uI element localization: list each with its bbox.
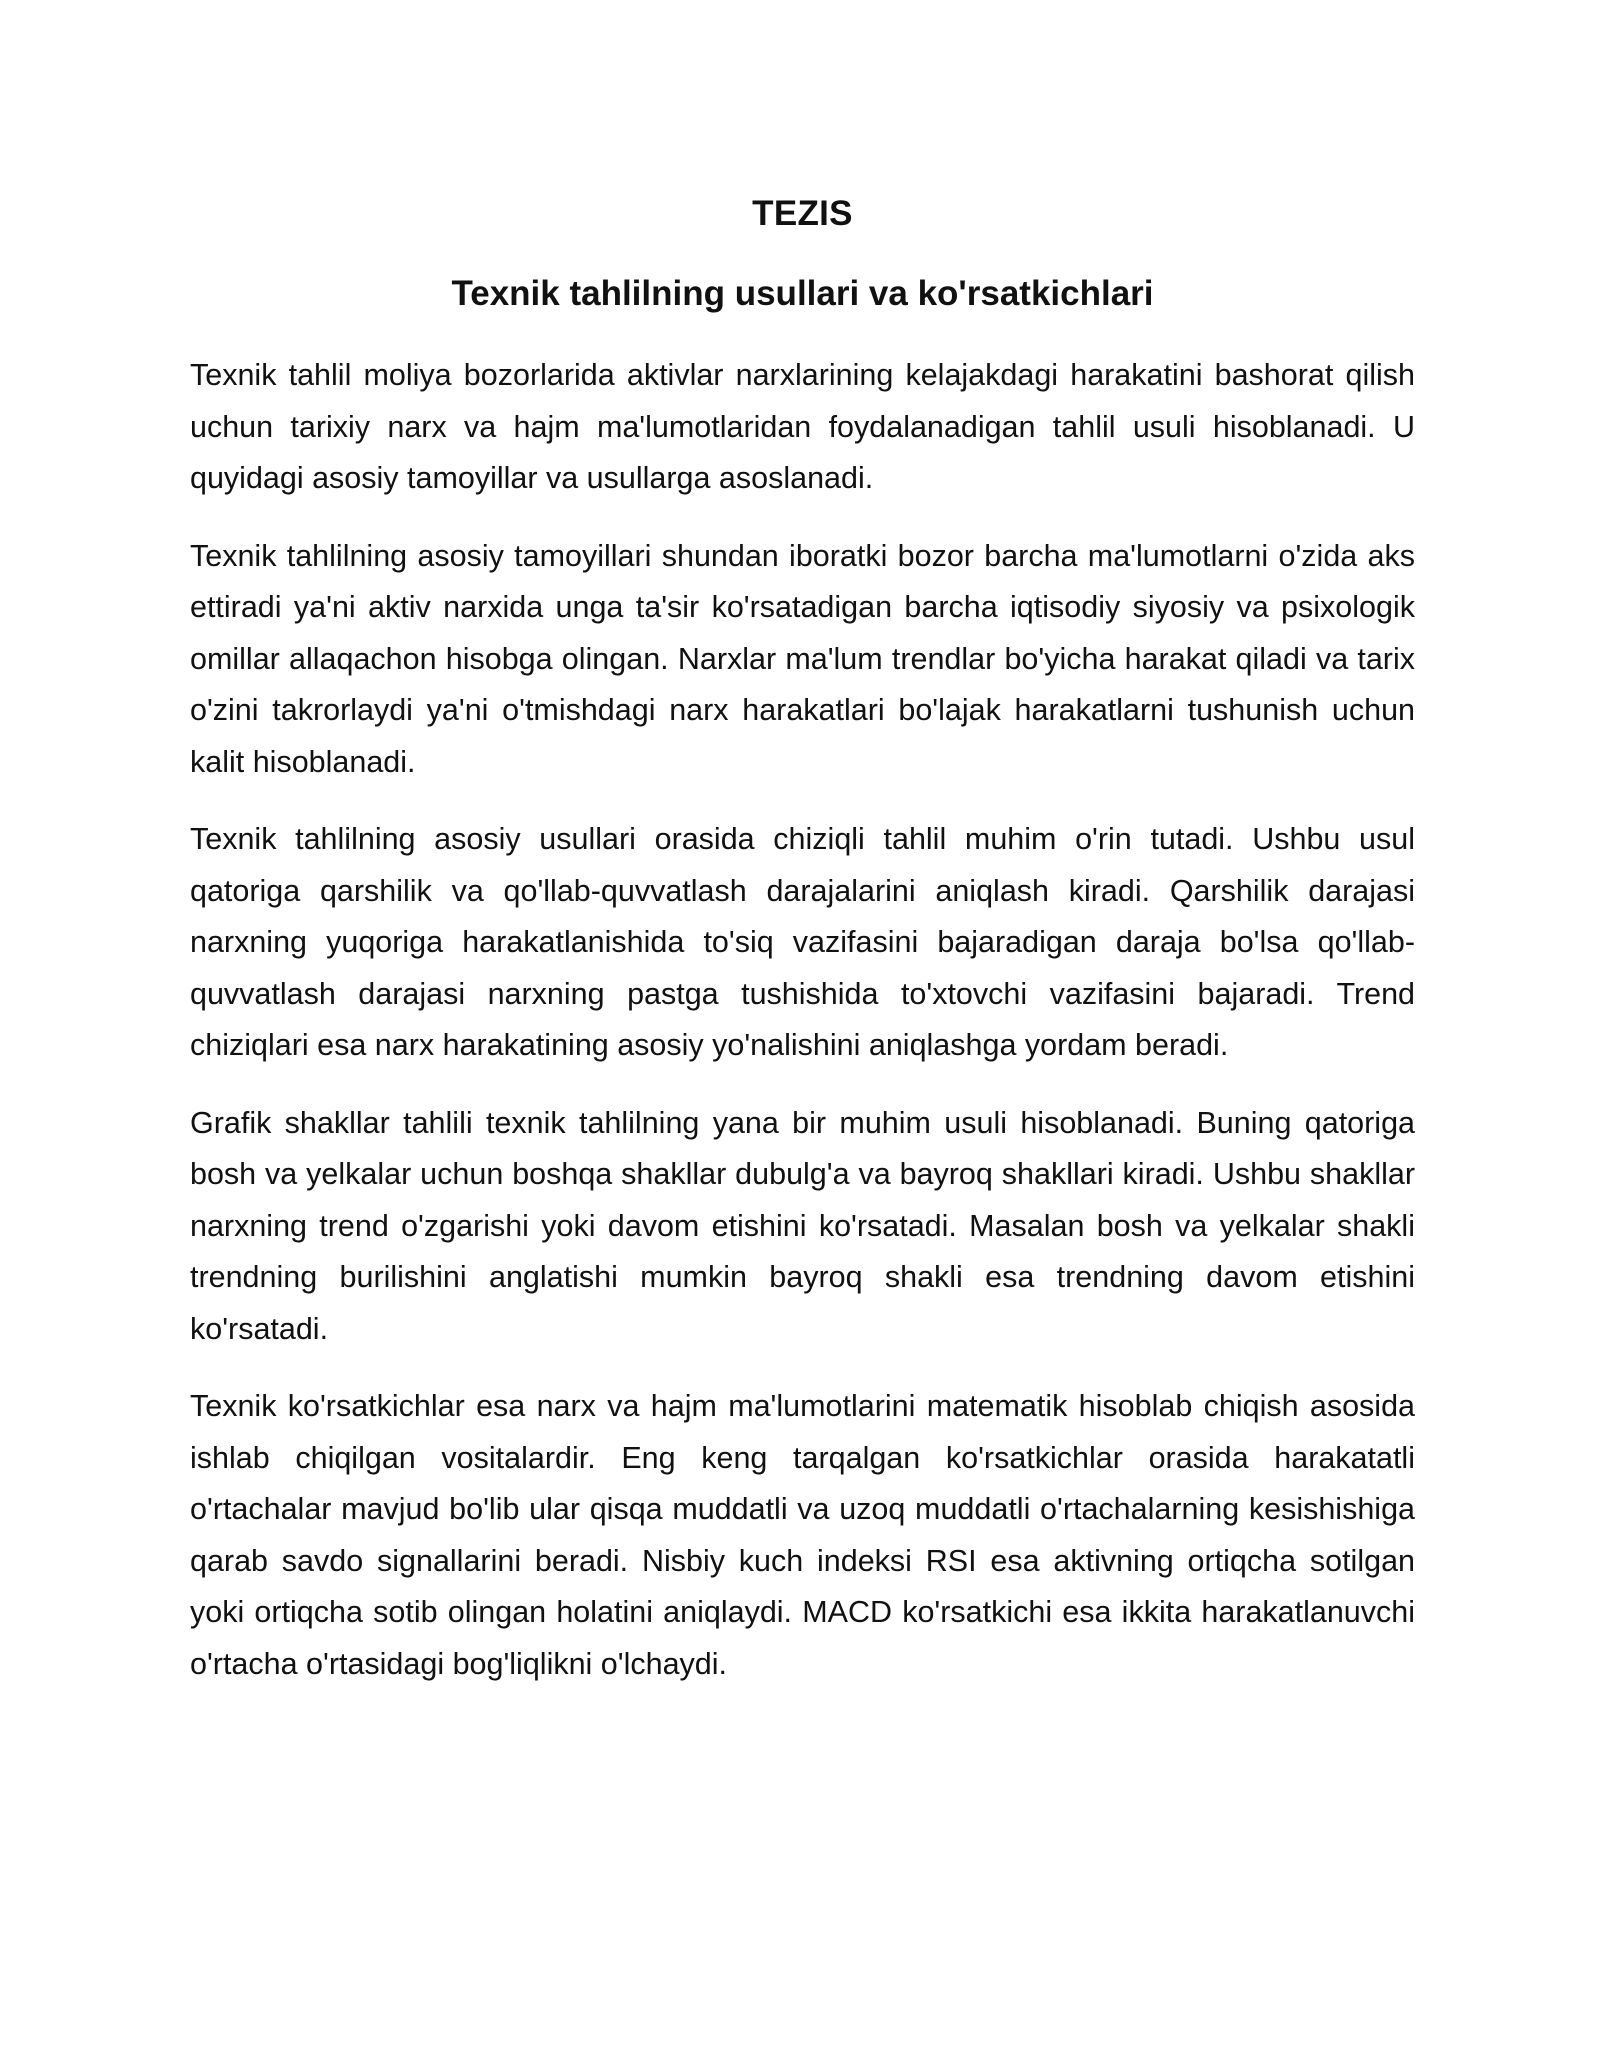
paragraph-intro: Texnik tahlil moliya bozorlarida aktivlar narxlarining kelajakdagi harakatini bashorat qilish uchun tarixiy narx va hajm ma'lumotlaridan foydalanadigan tahlil usuli hisoblanadi. U quyidagi asosiy tamoyillar va usullarga asoslanadi. bbox=[190, 358, 1415, 495]
paragraph-line-analysis: Texnik tahlilning asosiy usullari orasida chiziqli tahlil muhim o'rin tutadi. Ushbu usul qatoriga qarshilik va qo'llab-quvvatlash darajalarini aniqlash kiradi. Qarshilik darajasi narxning yuqoriga harakatlanishida to'siq vazifasini bajaradigan daraja bo'lsa qo'llab-quvvatlash darajasi narxning pastga tushishida to'xtovchi vazifasini bajaradi. Trend chiziqlari esa narx harakatining asosiy yo'nalishini aniqlashga yordam beradi. bbox=[190, 822, 1415, 1062]
document-title: Texnik tahlilning usullari va ko'rsatkichlari bbox=[451, 274, 1154, 313]
paragraph-indicators: Texnik ko'rsatkichlar esa narx va hajm ma'lumotlarini matematik hisoblab chiqish asosida ishlab chiqilgan vositalardir. Eng keng tarqalgan ko'rsatkichlar orasida harakatatli o'rtachalar mavjud bo'lib ular qisqa muddatli va uzoq muddatli o'rtachalarning kesishishiga qarab savdo signallarini beradi. Nisbiy kuch indeksi RSI esa aktivning ortiqcha sotilgan yoki ortiqcha sotib olingan holatini aniqlaydi. MACD ko'rsatkichi esa ikkita harakatlanuvchi o'rtacha o'rtasidagi bog'liqlikni o'lchaydi. bbox=[190, 1389, 1415, 1681]
paragraph-principles: Texnik tahlilning asosiy tamoyillari shundan iboratki bozor barcha ma'lumotlarni o'zida aks ettiradi ya'ni aktiv narxida unga ta'sir ko'rsatadigan barcha iqtisodiy siyosiy va psixologik omillar allaqachon hisobga olingan. Narxlar ma'lum trendlar bo'yicha harakat qiladi va tarix o'zini takrorlaydi ya'ni o'tmishdagi narx harakatlari bo'lajak harakatlarni tushunish uchun kalit hisoblanadi. bbox=[190, 538, 1415, 779]
document-body bbox=[190, 192, 1415, 1716]
document-type-heading: TEZIS bbox=[752, 194, 853, 233]
paragraph-chart-patterns: Grafik shakllar tahlili texnik tahlilning yana bir muhim usuli hisoblanadi. Buning qatoriga bosh va yelkalar uchun boshqa shakllar dubulg'a va bayroq shakllari kiradi. Ushbu shakllar narxning trend o'zgarishi yoki davom etishini ko'rsatadi. Masalan bosh va yelkalar shakli trendning burilishini anglatishi mumkin bayroq shakli esa trendning davom etishini ko'rsatadi. bbox=[190, 1105, 1415, 1346]
